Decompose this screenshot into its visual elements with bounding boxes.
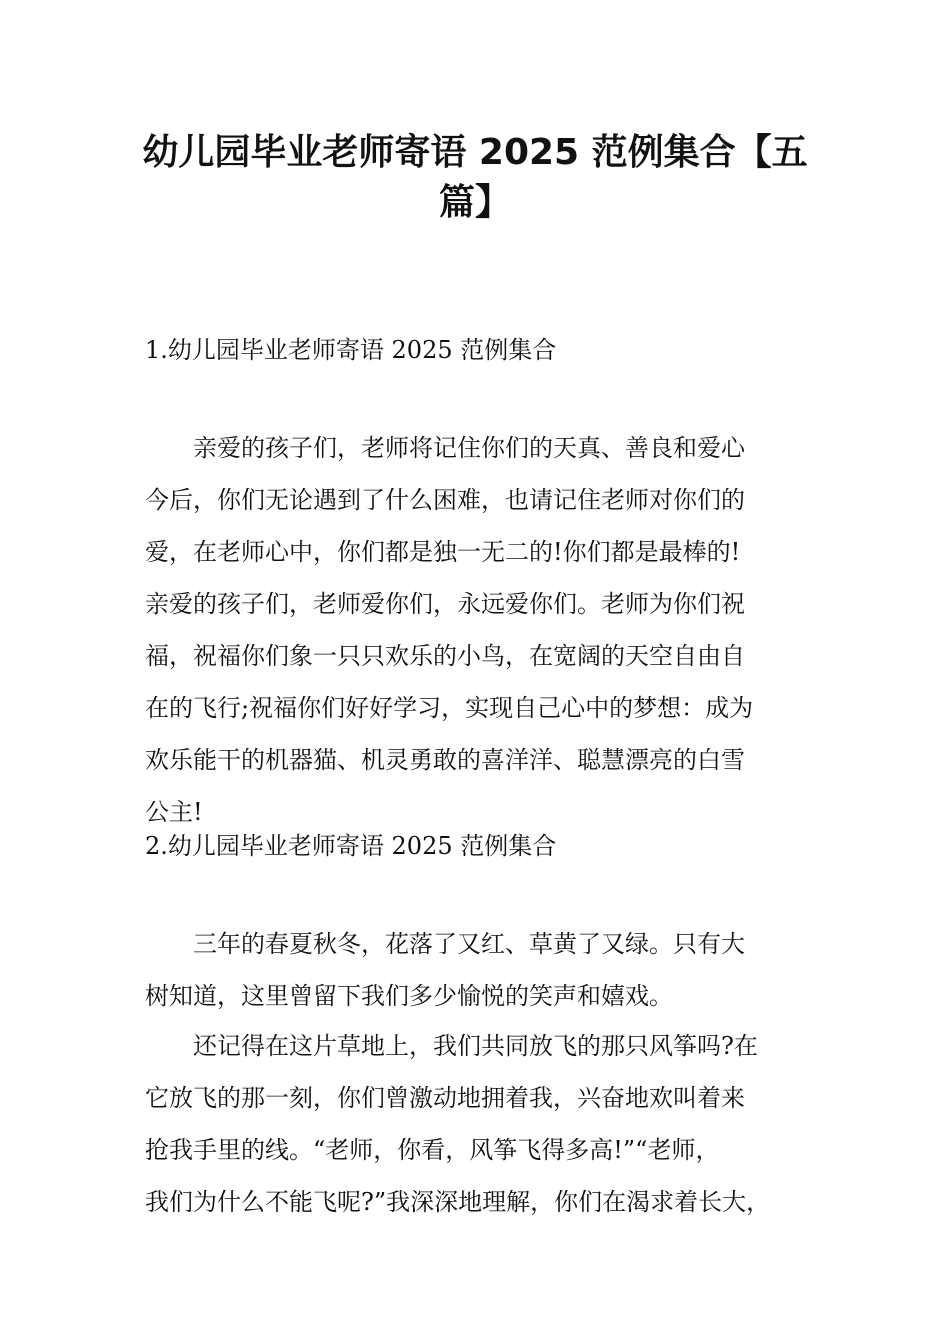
section-1-heading: 1.幼儿园毕业老师寄语 2025 范例集合	[145, 336, 557, 364]
title-line-1: 幼儿园毕业老师寄语 2025 范例集合【五	[142, 132, 808, 173]
paragraph-line: 欢乐能干的机器猫、机灵勇敢的喜洋洋、聪慧漂亮的白雪	[145, 746, 745, 774]
section-2-paragraph-1	[145, 924, 815, 1028]
paragraph-line: 亲爱的孩子们，老师爱你们，永远爱你们。老师为你们祝	[145, 590, 745, 618]
paragraph-line: 它放飞的那一刻，你们曾激动地拥着我，兴奋地欢叫着来	[145, 1084, 745, 1112]
paragraph-line: 今后，你们无论遇到了什么困难，也请记住老师对你们的	[145, 486, 745, 514]
paragraph-line: 爱，在老师心中，你们都是独一无二的!你们都是最棒的!	[145, 538, 741, 566]
section-1-paragraph	[145, 428, 815, 844]
section-2-paragraph-2	[145, 1026, 815, 1234]
paragraph-line: 公主!	[145, 798, 203, 826]
paragraph-line: 还记得在这片草地上，我们共同放飞的那只风筝吗?在	[145, 1032, 758, 1060]
title-line-2: 篇】	[438, 182, 511, 223]
section-2-heading: 2.幼儿园毕业老师寄语 2025 范例集合	[145, 832, 557, 860]
document-title	[140, 128, 810, 228]
paragraph-line: 福，祝福你们象一只只欢乐的小鸟，在宽阔的天空自由自	[145, 642, 745, 670]
paragraph-line: 抢我手里的线。“老师，你看，风筝飞得多高!”“老师，	[145, 1136, 720, 1164]
paragraph-line: 三年的春夏秋冬，花落了又红、草黄了又绿。只有大	[145, 930, 745, 958]
paragraph-line: 亲爱的孩子们，老师将记住你们的天真、善良和爱心	[145, 434, 745, 462]
paragraph-line: 在的飞行;祝福你们好好学习，实现自己心中的梦想：成为	[145, 694, 754, 722]
paragraph-line: 我们为什么不能飞呢?”我深深地理解，你们在渴求着长大，	[145, 1188, 771, 1216]
paragraph-line: 树知道，这里曾留下我们多少愉悦的笑声和嬉戏。	[145, 982, 673, 1010]
